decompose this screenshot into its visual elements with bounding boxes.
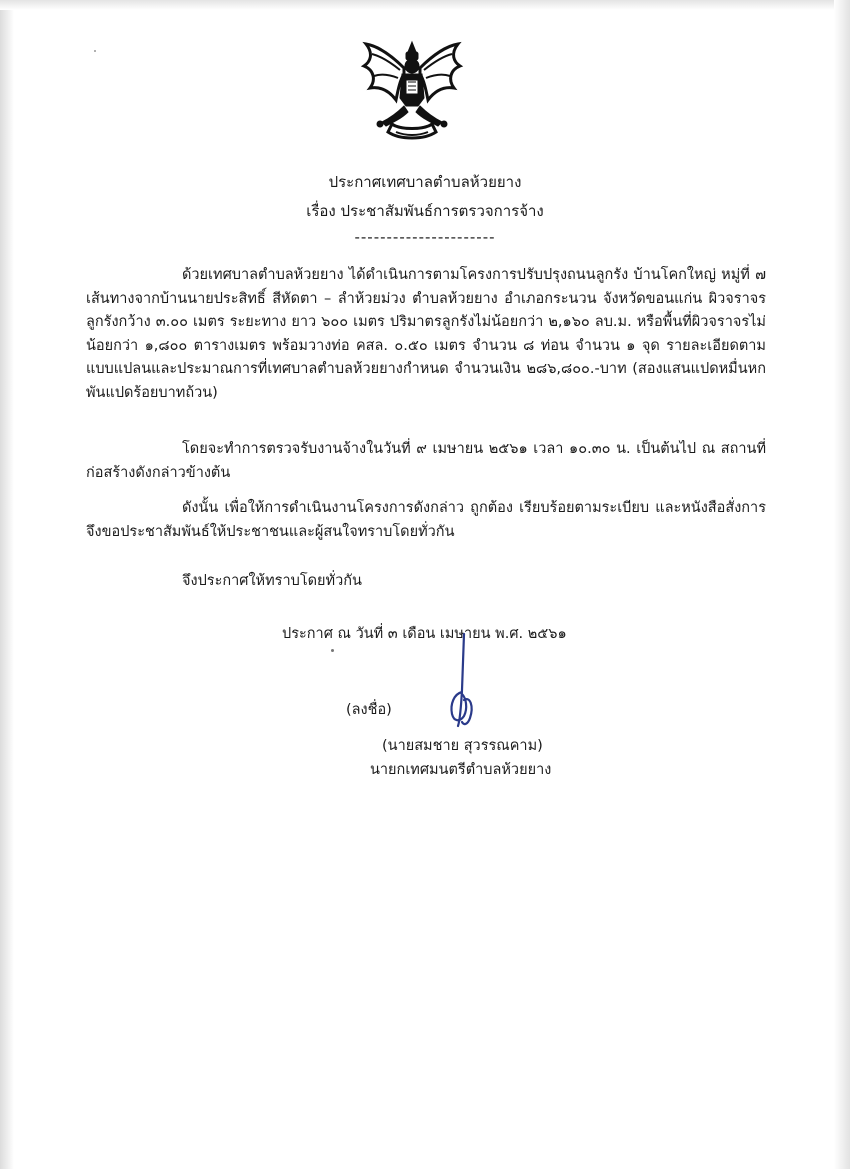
scan-speck [331, 649, 334, 652]
inspection-schedule-paragraph: โดยจะทำการตรวจรับงานจ้างในวันที่ ๙ เมษายน ๒๕๖๑ เวลา ๑๐.๓๐ น. เป็นต้นไป ณ สถานที่ก่อสร้างดังกล่าวข้างต้น [86, 441, 766, 481]
signature-label: (ลงชื่อ) [346, 702, 392, 718]
garuda-emblem-icon [356, 36, 468, 144]
project-description-paragraph: ด้วยเทศบาลตำบลห้วยยาง ได้ดำเนินการตามโครงการปรับปรุงถนนลูกรัง บ้านโคกใหญ่ หมู่ที่ ๗ เส้นทางจากบ้านนายประสิทธิ์ สีหัดตา – ลำห้วยม่วง ตำบลห้วยยาง อำเภอกระนวน จังหวัดขอนแก่น ผิวจราจรลูกรังกว้าง ๓.๐๐ เมตร ระยะทาง ยาว ๖๐๐ เมตร ปริมาตรลูกรังไม่น้อยกว่า ๒,๑๖๐ ลบ.ม. หรือพื้นที่ผิวจราจรไม่น้อยกว่า ๑,๘๐๐ ตารางเมตร พร้อมวางท่อ คสล. ๐.๕๐ เมตร จำนวน ๘ ท่อน จำนวน ๑ จุด รายละเอียดตามแบบแปลนและประมาณการที่เทศบาลตำบลห้วยยางกำหนด จำนวนเงิน ๒๘๖,๘๐๐.-บาท (สองแสนแปดหมื่นหกพันแปดร้อยบาทถ้วน) [86, 267, 766, 401]
announcement-date: ประกาศ ณ วันที่ ๓ เดือน เมษายน พ.ศ. ๒๕๖๑ [282, 626, 567, 642]
publicity-purpose-paragraph: ดังนั้น เพื่อให้การดำเนินงานโครงการดังกล่าว ถูกต้อง เรียบร้อยตามระเบียบ และหนังสือสั่งการจึงขอประชาสัมพันธ์ให้ประชาชนและผู้สนใจทราบโดยทั่วกัน [86, 500, 766, 540]
scan-speck [94, 50, 96, 52]
closing-statement: จึงประกาศให้ทราบโดยทั่วกัน [182, 573, 362, 589]
signer-position: นายกเทศมนตรีตำบลห้วยยาง [370, 762, 552, 778]
scan-shadow-top [0, 0, 850, 10]
title-separator: ---------------------- [354, 228, 496, 246]
signer-name: (นายสมชาย สุวรรณคาม) [382, 738, 543, 754]
handwritten-signature [440, 630, 490, 740]
announcement-title: ประกาศเทศบาลตำบลห้วยยาง [328, 173, 522, 191]
announcement-subject: เรื่อง ประชาสัมพันธ์การตรวจการจ้าง [306, 202, 544, 220]
